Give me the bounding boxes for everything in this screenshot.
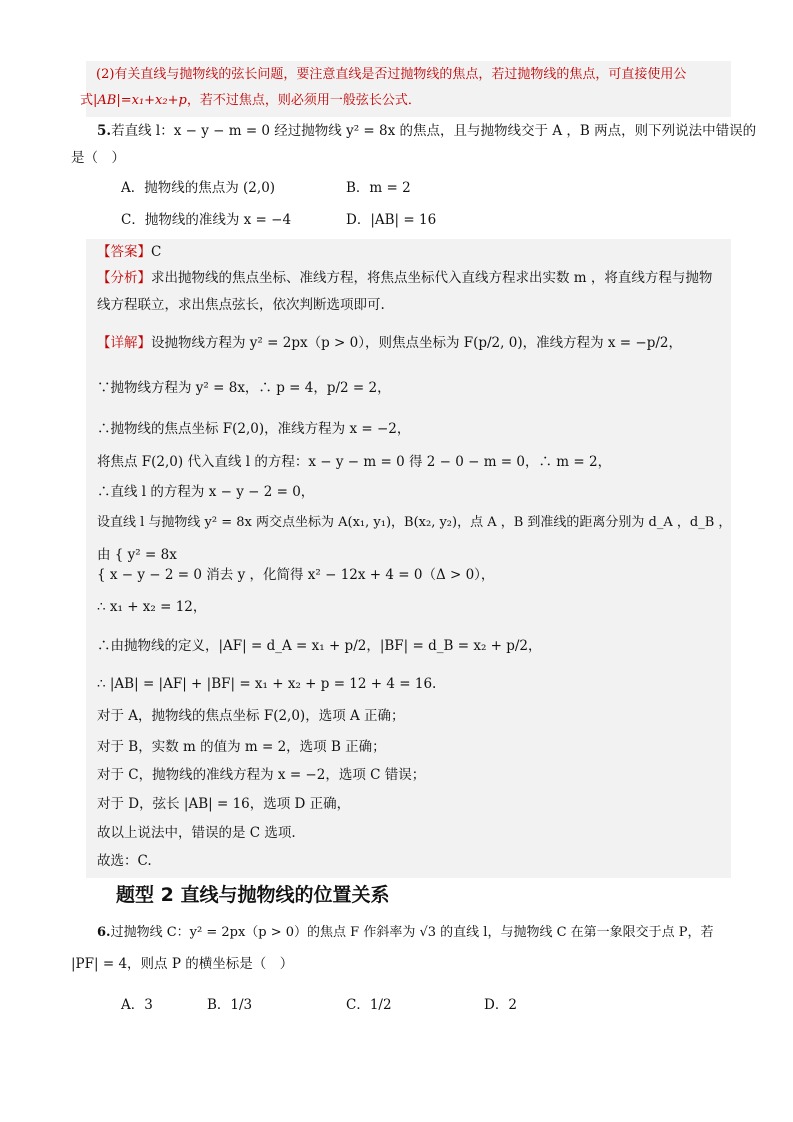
- detail-line-16: 故选：C.: [97, 853, 152, 869]
- note-line-1: (2)有关直线与抛物线的弦长问题，要注意直线是否过抛物线的焦点，若过抛物线的焦点，可直接使用公: [96, 67, 687, 82]
- note-suffix: ，若不过焦点，则必须用一般弦长公式．: [186, 93, 421, 108]
- q6-stem-line-1: [97, 923, 714, 943]
- detail-line-15: 故以上说法中，错误的是 C 选项.: [97, 825, 296, 841]
- detail-line-7b: { x − y − 2 = 0 消去 y ，化简得 x² − 12x + 4 = 0（Δ > 0），: [97, 567, 495, 583]
- section-title: 题型 2 直线与抛物线的位置关系: [116, 884, 390, 906]
- analysis-line-1: [97, 268, 712, 288]
- detail-line-7a: 由 { y² = 8x: [97, 547, 177, 563]
- q5-number: 5.: [97, 123, 112, 139]
- detail-line-8: ∴ x₁ + x₂ = 12，: [97, 599, 207, 615]
- note-line-2: [80, 91, 421, 111]
- q6-option-a: A．3: [121, 997, 153, 1013]
- detail-line-1: [97, 333, 682, 353]
- q5-stem-2: 是（ ）: [71, 150, 125, 166]
- note-formula: |AB|=x₁+x₂+p: [93, 93, 187, 108]
- q6-number: 6.: [97, 925, 111, 940]
- analysis-tag: 【分析】: [97, 270, 151, 286]
- answer-line: [97, 242, 161, 262]
- detail-line-4: 将焦点 F(2,0) 代入直线 l 的方程：x − y − m = 0 得 2 − 0 − m = 0，∴ m = 2，: [97, 454, 612, 470]
- q5-option-b: B．m = 2: [346, 180, 411, 196]
- detail-line-2: ∵抛物线方程为 y² = 8x，∴ p = 4，p/2 = 2，: [97, 380, 391, 396]
- detail-line-6: 设直线 l 与抛物线 y² = 8x 两交点坐标为 A(x₁, y₁)，B(x₂, y₂)，点 A ，B 到准线的距离分别为 d_A ，d_B ，: [97, 515, 732, 530]
- analysis-text-1: 求出抛物线的焦点坐标、准线方程，将焦点坐标代入直线方程求出实数 m ，将直线方程与抛物: [151, 270, 713, 286]
- q6-stem-2: |PF| = 4，则点 P 的横坐标是（ ）: [71, 956, 294, 972]
- q5-option-a: A．抛物线的焦点为 (2,0): [121, 180, 276, 196]
- q5-stem-1: 若直线 l：x − y − m = 0 经过抛物线 y² = 8x 的焦点，且与抛物线交于 A ，B 两点，则下列说法中错误的: [111, 123, 757, 139]
- detail-text-1: 设抛物线方程为 y² = 2px（p > 0），则焦点坐标为 F(p/2, 0)，准线方程为 x = −p/2，: [151, 335, 682, 351]
- analysis-line-2: 线方程联立，求出焦点弦长，依次判断选项即可.: [97, 297, 385, 313]
- answer-value: C: [151, 244, 162, 260]
- detail-line-3: ∴抛物线的焦点坐标 F(2,0)，准线方程为 x = −2，: [97, 421, 411, 437]
- answer-tag: 【答案】: [97, 244, 151, 260]
- q6-stem-1: 过抛物线 C：y² = 2px（p > 0）的焦点 F 作斜率为 √3 的直线 l，与抛物线 C 在第一象限交于点 P，若: [110, 925, 714, 940]
- q5-stem-line-1: [97, 121, 756, 141]
- detail-line-11: 对于 A，抛物线的焦点坐标 F(2,0)，选项 A 正确；: [97, 708, 405, 724]
- detail-line-13: 对于 C，抛物线的准线方程为 x = −2，选项 C 错误；: [97, 767, 426, 783]
- detail-tag: 【详解】: [97, 335, 151, 351]
- detail-line-14: 对于 D，弦长 |AB| = 16，选项 D 正确，: [97, 796, 351, 812]
- detail-line-12: 对于 B，实数 m 的值为 m = 2，选项 B 正确；: [97, 739, 386, 755]
- q5-option-c: C．抛物线的准线为 x = −4: [121, 212, 292, 228]
- q6-option-d: D．2: [484, 997, 517, 1013]
- detail-line-5: ∴直线 l 的方程为 x − y − 2 = 0，: [97, 484, 315, 500]
- q6-option-c: C．1/2: [346, 997, 392, 1013]
- q5-option-d: D．|AB| = 16: [346, 212, 437, 228]
- detail-line-10: ∴ |AB| = |AF| + |BF| = x₁ + x₂ + p = 12 + 4 = 16.: [97, 676, 437, 692]
- note-prefix: 式: [80, 93, 94, 108]
- detail-line-9: ∴由抛物线的定义，|AF| = d_A = x₁ + p/2，|BF| = d_B = x₂ + p/2，: [97, 638, 542, 654]
- q6-option-b: B．1/3: [207, 997, 253, 1013]
